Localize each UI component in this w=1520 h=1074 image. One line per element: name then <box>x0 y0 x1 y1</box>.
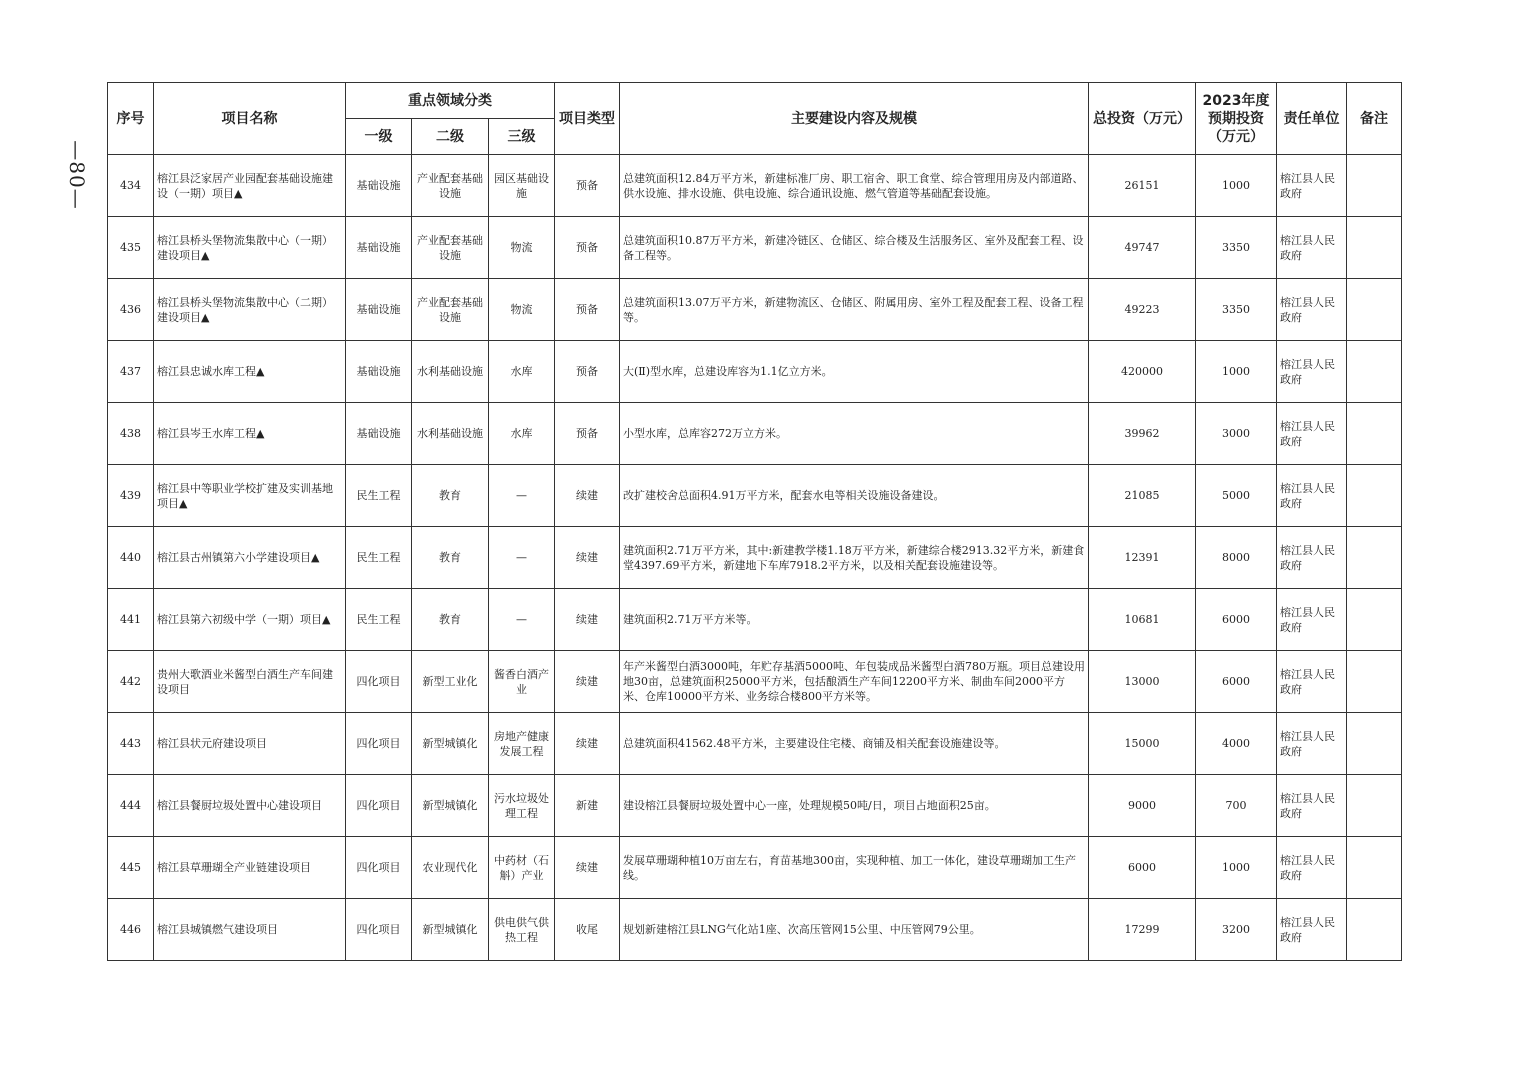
cell-note <box>1347 589 1402 651</box>
cell-total: 420000 <box>1089 341 1196 403</box>
cell-total: 39962 <box>1089 403 1196 465</box>
cell-type: 续建 <box>555 713 620 775</box>
cell-content: 年产米酱型白酒3000吨，年贮存基酒5000吨、年包装成品米酱型白酒780万瓶。项目总建设用地30亩，总建筑面积25000平方米，包括酿酒生产车间12200平方米、制曲车间2000平方米、仓库10000平方米、业务综合楼800平方米等。 <box>620 651 1089 713</box>
cell-seq: 434 <box>108 155 154 217</box>
cell-level2: 新型工业化 <box>412 651 489 713</box>
cell-annual: 3000 <box>1196 403 1277 465</box>
cell-level2: 新型城镇化 <box>412 713 489 775</box>
cell-name: 榕江县泛家居产业园配套基础设施建设（一期）项目▲ <box>154 155 346 217</box>
cell-note <box>1347 341 1402 403</box>
cell-annual: 5000 <box>1196 465 1277 527</box>
cell-level1: 民生工程 <box>346 527 412 589</box>
cell-annual: 4000 <box>1196 713 1277 775</box>
cell-unit: 榕江县人民政府 <box>1277 899 1347 961</box>
cell-total: 6000 <box>1089 837 1196 899</box>
cell-seq: 443 <box>108 713 154 775</box>
cell-type: 预备 <box>555 341 620 403</box>
cell-level1: 民生工程 <box>346 465 412 527</box>
cell-total: 26151 <box>1089 155 1196 217</box>
cell-annual: 8000 <box>1196 527 1277 589</box>
cell-level2: 新型城镇化 <box>412 899 489 961</box>
cell-annual: 3350 <box>1196 217 1277 279</box>
cell-level1: 四化项目 <box>346 651 412 713</box>
cell-note <box>1347 403 1402 465</box>
table-row <box>108 217 1402 279</box>
header-unit: 责任单位 <box>1277 83 1347 155</box>
cell-total: 17299 <box>1089 899 1196 961</box>
cell-content: 总建筑面积13.07万平方米，新建物流区、仓储区、附属用房、室外工程及配套工程、设备工程等。 <box>620 279 1089 341</box>
cell-total: 49223 <box>1089 279 1196 341</box>
header-field: 重点领域分类 <box>346 83 555 119</box>
cell-content: 大(Ⅱ)型水库，总建设库容为1.1亿立方米。 <box>620 341 1089 403</box>
cell-note <box>1347 775 1402 837</box>
cell-annual: 6000 <box>1196 589 1277 651</box>
cell-total: 49747 <box>1089 217 1196 279</box>
cell-seq: 446 <box>108 899 154 961</box>
cell-annual: 3350 <box>1196 279 1277 341</box>
cell-note <box>1347 155 1402 217</box>
cell-type: 预备 <box>555 217 620 279</box>
cell-name: 榕江县古州镇第六小学建设项目▲ <box>154 527 346 589</box>
cell-level3: — <box>489 527 555 589</box>
cell-total: 13000 <box>1089 651 1196 713</box>
cell-level3: 中药材（石斛）产业 <box>489 837 555 899</box>
cell-note <box>1347 713 1402 775</box>
cell-name: 榕江县城镇燃气建设项目 <box>154 899 346 961</box>
cell-name: 榕江县状元府建设项目 <box>154 713 346 775</box>
cell-level3: — <box>489 589 555 651</box>
cell-annual: 6000 <box>1196 651 1277 713</box>
cell-total: 10681 <box>1089 589 1196 651</box>
page-number: —80— <box>65 140 89 210</box>
cell-seq: 435 <box>108 217 154 279</box>
cell-level1: 四化项目 <box>346 713 412 775</box>
cell-type: 预备 <box>555 279 620 341</box>
header-seq: 序号 <box>108 83 154 155</box>
cell-type: 续建 <box>555 589 620 651</box>
cell-seq: 437 <box>108 341 154 403</box>
cell-seq: 439 <box>108 465 154 527</box>
cell-type: 续建 <box>555 837 620 899</box>
cell-level2: 产业配套基础设施 <box>412 217 489 279</box>
cell-level3: 供电供气供热工程 <box>489 899 555 961</box>
cell-total: 9000 <box>1089 775 1196 837</box>
cell-level2: 新型城镇化 <box>412 775 489 837</box>
cell-level2: 教育 <box>412 465 489 527</box>
table-row <box>108 341 1402 403</box>
cell-level3: 水库 <box>489 403 555 465</box>
cell-content: 总建筑面积12.84万平方米，新建标准厂房、职工宿舍、职工食堂、综合管理用房及内部道路、供水设施、排水设施、供电设施、综合通讯设施、燃气管道等基础配套设施。 <box>620 155 1089 217</box>
cell-level3: 园区基础设施 <box>489 155 555 217</box>
cell-total: 15000 <box>1089 713 1196 775</box>
cell-unit: 榕江县人民政府 <box>1277 651 1347 713</box>
cell-name: 榕江县桥头堡物流集散中心（二期）建设项目▲ <box>154 279 346 341</box>
table-row <box>108 837 1402 899</box>
cell-type: 续建 <box>555 465 620 527</box>
cell-level3: 物流 <box>489 217 555 279</box>
header-type: 项目类型 <box>555 83 620 155</box>
cell-content: 建筑面积2.71万平方米，其中:新建教学楼1.18万平方米，新建综合楼2913.32平方米，新建食堂4397.69平方米，新建地下车库7918.2平方米，以及相关配套设施建设等。 <box>620 527 1089 589</box>
cell-level1: 基础设施 <box>346 217 412 279</box>
table-row <box>108 279 1402 341</box>
cell-seq: 441 <box>108 589 154 651</box>
cell-content: 发展草珊瑚种植10万亩左右，育苗基地300亩，实现种植、加工一体化，建设草珊瑚加工生产线。 <box>620 837 1089 899</box>
project-table <box>107 82 1402 961</box>
header-level2: 二级 <box>412 119 489 155</box>
cell-note <box>1347 279 1402 341</box>
cell-total: 12391 <box>1089 527 1196 589</box>
cell-annual: 1000 <box>1196 155 1277 217</box>
cell-level1: 民生工程 <box>346 589 412 651</box>
cell-note <box>1347 527 1402 589</box>
cell-seq: 442 <box>108 651 154 713</box>
header-level1: 一级 <box>346 119 412 155</box>
cell-name: 榕江县中等职业学校扩建及实训基地项目▲ <box>154 465 346 527</box>
cell-annual: 1000 <box>1196 341 1277 403</box>
cell-name: 榕江县忠诚水库工程▲ <box>154 341 346 403</box>
cell-level2: 产业配套基础设施 <box>412 279 489 341</box>
table-row <box>108 899 1402 961</box>
cell-unit: 榕江县人民政府 <box>1277 527 1347 589</box>
cell-annual: 700 <box>1196 775 1277 837</box>
cell-level1: 基础设施 <box>346 279 412 341</box>
cell-seq: 436 <box>108 279 154 341</box>
cell-note <box>1347 899 1402 961</box>
cell-type: 预备 <box>555 155 620 217</box>
cell-unit: 榕江县人民政府 <box>1277 341 1347 403</box>
cell-name: 榕江县桥头堡物流集散中心（一期）建设项目▲ <box>154 217 346 279</box>
cell-name: 贵州大歌酒业米酱型白酒生产车间建设项目 <box>154 651 346 713</box>
cell-content: 总建筑面积10.87万平方米，新建冷链区、仓储区、综合楼及生活服务区、室外及配套工程、设备工程等。 <box>620 217 1089 279</box>
cell-type: 预备 <box>555 403 620 465</box>
cell-name: 榕江县岑王水库工程▲ <box>154 403 346 465</box>
cell-level2: 水利基础设施 <box>412 403 489 465</box>
cell-annual: 3200 <box>1196 899 1277 961</box>
cell-note <box>1347 651 1402 713</box>
cell-unit: 榕江县人民政府 <box>1277 589 1347 651</box>
cell-name: 榕江县餐厨垃圾处置中心建设项目 <box>154 775 346 837</box>
cell-content: 改扩建校舍总面积4.91万平方米，配套水电等相关设施设备建设。 <box>620 465 1089 527</box>
cell-level3: — <box>489 465 555 527</box>
cell-level3: 物流 <box>489 279 555 341</box>
cell-level2: 水利基础设施 <box>412 341 489 403</box>
cell-note <box>1347 465 1402 527</box>
cell-level1: 四化项目 <box>346 837 412 899</box>
cell-unit: 榕江县人民政府 <box>1277 217 1347 279</box>
header-content: 主要建设内容及规模 <box>620 83 1089 155</box>
cell-unit: 榕江县人民政府 <box>1277 465 1347 527</box>
cell-unit: 榕江县人民政府 <box>1277 713 1347 775</box>
cell-level2: 教育 <box>412 589 489 651</box>
cell-level3: 酱香白酒产业 <box>489 651 555 713</box>
table-row <box>108 651 1402 713</box>
cell-content: 建筑面积2.71万平方米等。 <box>620 589 1089 651</box>
cell-seq: 438 <box>108 403 154 465</box>
cell-unit: 榕江县人民政府 <box>1277 837 1347 899</box>
table-row <box>108 403 1402 465</box>
cell-type: 续建 <box>555 651 620 713</box>
cell-note <box>1347 837 1402 899</box>
cell-level1: 四化项目 <box>346 899 412 961</box>
header-note: 备注 <box>1347 83 1402 155</box>
header-level3: 三级 <box>489 119 555 155</box>
table-row <box>108 527 1402 589</box>
cell-name: 榕江县草珊瑚全产业链建设项目 <box>154 837 346 899</box>
cell-level2: 农业现代化 <box>412 837 489 899</box>
cell-seq: 440 <box>108 527 154 589</box>
table-row <box>108 775 1402 837</box>
cell-level1: 四化项目 <box>346 775 412 837</box>
cell-total: 21085 <box>1089 465 1196 527</box>
cell-seq: 445 <box>108 837 154 899</box>
cell-type: 新建 <box>555 775 620 837</box>
cell-content: 总建筑面积41562.48平方米，主要建设住宅楼、商铺及相关配套设施建设等。 <box>620 713 1089 775</box>
table-row <box>108 465 1402 527</box>
cell-level1: 基础设施 <box>346 155 412 217</box>
cell-unit: 榕江县人民政府 <box>1277 279 1347 341</box>
table-row <box>108 713 1402 775</box>
cell-level1: 基础设施 <box>346 403 412 465</box>
cell-content: 规划新建榕江县LNG气化站1座、次高压管网15公里、中压管网79公里。 <box>620 899 1089 961</box>
cell-level2: 教育 <box>412 527 489 589</box>
header-annual: 2023年度预期投资（万元） <box>1196 83 1277 155</box>
cell-content: 小型水库，总库容272万立方米。 <box>620 403 1089 465</box>
cell-name: 榕江县第六初级中学（一期）项目▲ <box>154 589 346 651</box>
cell-unit: 榕江县人民政府 <box>1277 403 1347 465</box>
cell-unit: 榕江县人民政府 <box>1277 155 1347 217</box>
cell-unit: 榕江县人民政府 <box>1277 775 1347 837</box>
cell-annual: 1000 <box>1196 837 1277 899</box>
cell-level2: 产业配套基础设施 <box>412 155 489 217</box>
cell-level3: 房地产健康发展工程 <box>489 713 555 775</box>
table-row <box>108 589 1402 651</box>
header-name: 项目名称 <box>154 83 346 155</box>
table-row <box>108 155 1402 217</box>
cell-content: 建设榕江县餐厨垃圾处置中心一座，处理规模50吨/日，项目占地面积25亩。 <box>620 775 1089 837</box>
cell-type: 收尾 <box>555 899 620 961</box>
header-total: 总投资（万元） <box>1089 83 1196 155</box>
cell-level3: 污水垃圾处理工程 <box>489 775 555 837</box>
cell-seq: 444 <box>108 775 154 837</box>
cell-type: 续建 <box>555 527 620 589</box>
cell-level3: 水库 <box>489 341 555 403</box>
cell-note <box>1347 217 1402 279</box>
cell-level1: 基础设施 <box>346 341 412 403</box>
